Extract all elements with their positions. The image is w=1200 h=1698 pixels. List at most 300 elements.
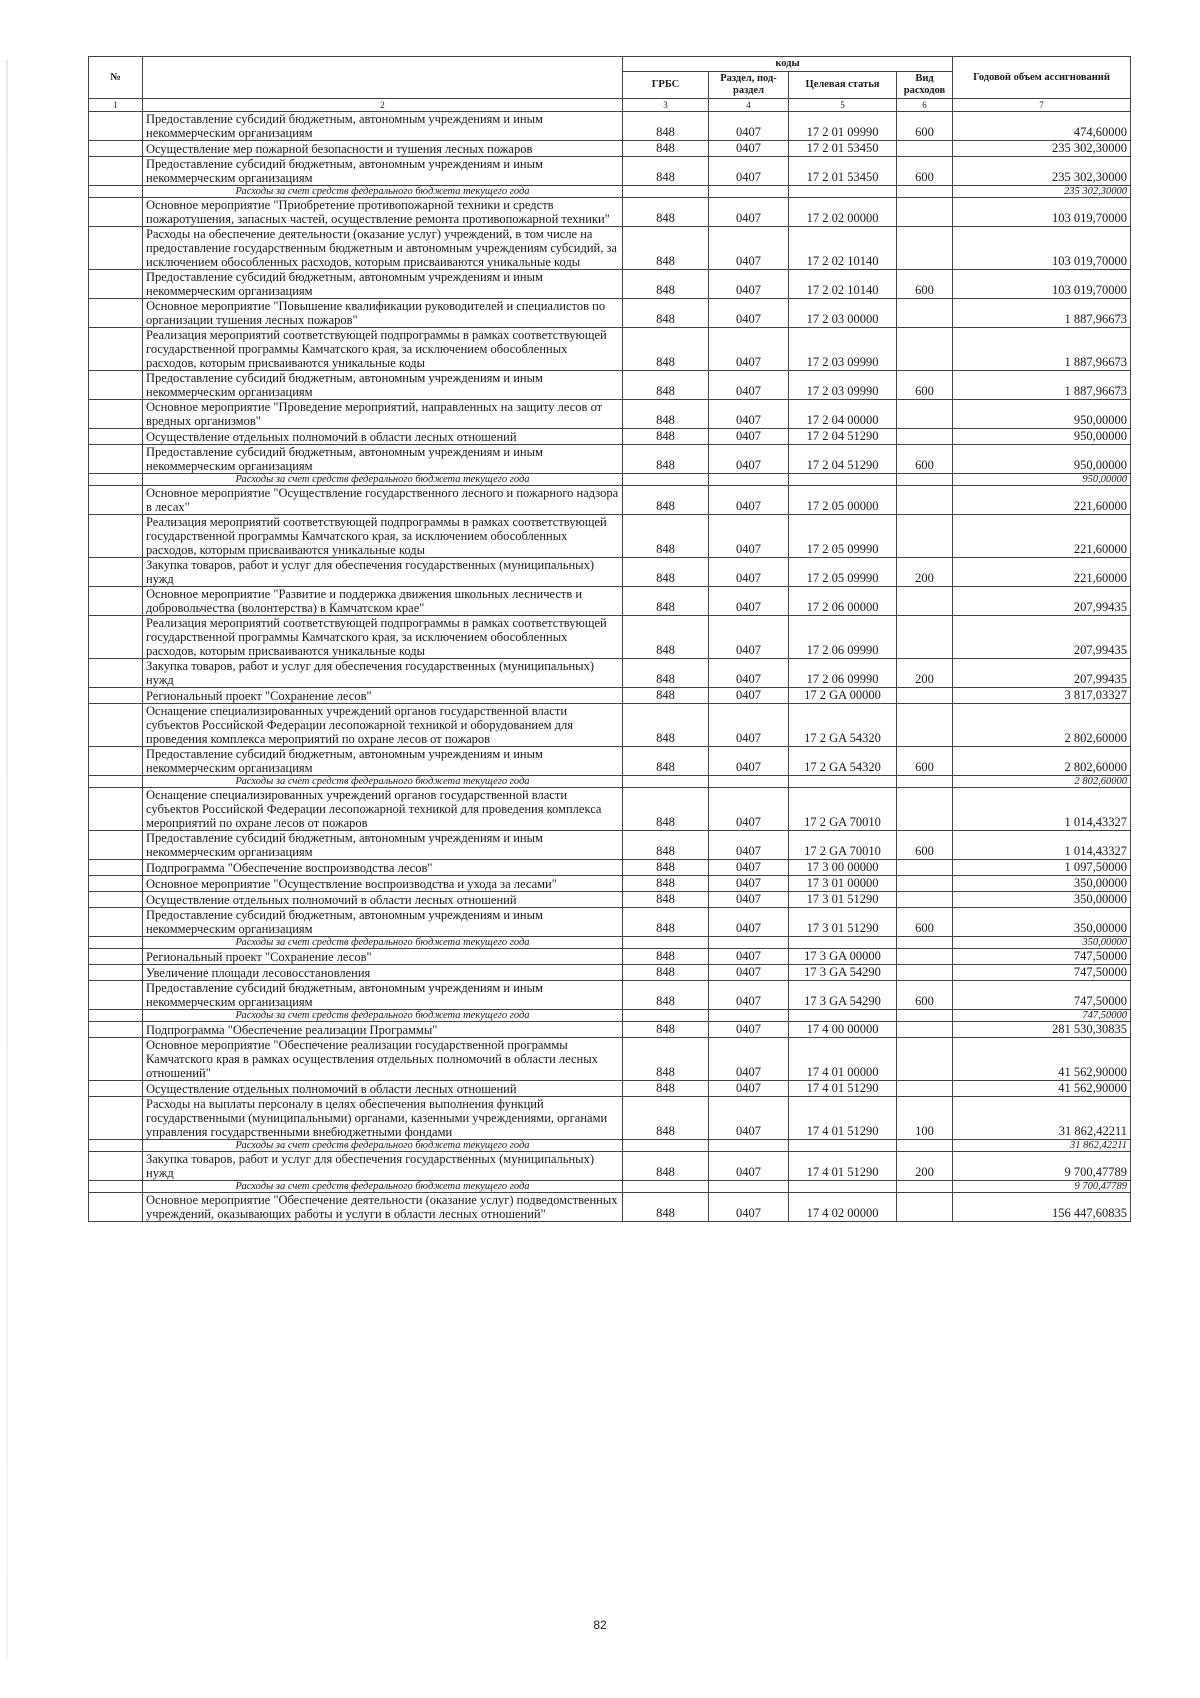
target-article-cell: 17 2 01 53450 — [789, 157, 897, 186]
grbs-cell: 848 — [623, 486, 709, 515]
target-article-cell: 17 2 03 09990 — [789, 371, 897, 400]
table-row — [89, 908, 1131, 937]
row-number-cell — [89, 328, 143, 371]
razdel-cell: 0407 — [709, 747, 789, 776]
table-row — [89, 141, 1131, 157]
amount-cell: 281 530,30835 — [953, 1022, 1131, 1038]
grbs-cell: 848 — [623, 908, 709, 937]
razdel-cell: 0407 — [709, 1152, 789, 1181]
razdel-cell: 0407 — [709, 892, 789, 908]
razdel-cell: 0407 — [709, 299, 789, 328]
header-name — [143, 57, 623, 99]
federal-funds-row — [89, 1010, 1131, 1022]
grbs-cell — [623, 776, 709, 788]
row-number-cell — [89, 965, 143, 981]
expense-name-cell: Расходы за счет средств федерального бюджета текущего года — [143, 776, 623, 788]
amount-cell: 747,50000 — [953, 949, 1131, 965]
target-article-cell: 17 3 01 51290 — [789, 908, 897, 937]
row-number-cell — [89, 892, 143, 908]
razdel-cell: 0407 — [709, 515, 789, 558]
amount-cell: 103 019,70000 — [953, 270, 1131, 299]
column-number-label: 1 — [89, 99, 143, 112]
expense-name-cell: Региональный проект "Сохранение лесов" — [143, 949, 623, 965]
razdel-cell: 0407 — [709, 157, 789, 186]
expense-type-cell: 200 — [897, 659, 953, 688]
grbs-cell: 848 — [623, 270, 709, 299]
expense-type-cell — [897, 141, 953, 157]
expense-type-cell: 600 — [897, 445, 953, 474]
target-article-cell: 17 2 GA 54320 — [789, 704, 897, 747]
column-number-label: 5 — [789, 99, 897, 112]
expense-type-cell — [897, 328, 953, 371]
row-number-cell — [89, 186, 143, 198]
table-row — [89, 1038, 1131, 1081]
expense-type-cell — [897, 704, 953, 747]
expense-name-cell: Расходы за счет средств федерального бюджета текущего года — [143, 1181, 623, 1193]
razdel-cell — [709, 776, 789, 788]
amount-cell: 950,00000 — [953, 445, 1131, 474]
razdel-cell: 0407 — [709, 876, 789, 892]
expense-name-cell: Основное мероприятие "Повышение квалификации руководителей и специалистов по организации тушения лесных пожаров" — [143, 299, 623, 328]
razdel-cell: 0407 — [709, 227, 789, 270]
expense-type-cell — [897, 587, 953, 616]
table-row — [89, 788, 1131, 831]
razdel-cell: 0407 — [709, 688, 789, 704]
razdel-cell — [709, 186, 789, 198]
expense-name-cell: Расходы за счет средств федерального бюджета текущего года — [143, 186, 623, 198]
grbs-cell: 848 — [623, 429, 709, 445]
table-row — [89, 515, 1131, 558]
target-article-cell — [789, 776, 897, 788]
scan-binding-edge — [6, 60, 8, 1660]
grbs-cell: 848 — [623, 876, 709, 892]
row-number-cell — [89, 1181, 143, 1193]
grbs-cell: 848 — [623, 860, 709, 876]
header-expense-type: Вид расходов — [897, 72, 953, 99]
expense-type-cell — [897, 1140, 953, 1152]
expense-type-cell — [897, 776, 953, 788]
expense-name-cell: Осуществление отдельных полномочий в области лесных отношений — [143, 892, 623, 908]
grbs-cell: 848 — [623, 704, 709, 747]
target-article-cell: 17 4 01 00000 — [789, 1038, 897, 1081]
amount-cell: 207,99435 — [953, 659, 1131, 688]
expense-name-cell: Оснащение специализированных учреждений органов государственной власти субъектов Российской Федерации лесопожарной техникой и оборудованием для проведения комплекса мероприятий по охране лесов от пожаров — [143, 704, 623, 747]
row-number-cell — [89, 1140, 143, 1152]
target-article-cell: 17 4 01 51290 — [789, 1081, 897, 1097]
column-number-label: 4 — [709, 99, 789, 112]
expense-name-cell: Закупка товаров, работ и услуг для обеспечения государственных (муниципальных) нужд — [143, 558, 623, 587]
grbs-cell: 848 — [623, 141, 709, 157]
row-number-cell — [89, 474, 143, 486]
row-number-cell — [89, 445, 143, 474]
federal-funds-row — [89, 1140, 1131, 1152]
amount-cell: 103 019,70000 — [953, 198, 1131, 227]
grbs-cell: 848 — [623, 965, 709, 981]
table-row — [89, 1081, 1131, 1097]
expense-type-cell: 600 — [897, 157, 953, 186]
grbs-cell: 848 — [623, 515, 709, 558]
column-number-label: 6 — [897, 99, 953, 112]
header-razdel: Раздел, под-раздел — [709, 72, 789, 99]
row-number-cell — [89, 747, 143, 776]
expense-type-cell — [897, 1022, 953, 1038]
amount-cell: 474,60000 — [953, 112, 1131, 141]
expense-name-cell: Основное мероприятие "Обеспечение деятельности (оказание услуг) подведомственных учреждений, оказывающих работы и услуги в области лесных отношений" — [143, 1193, 623, 1222]
grbs-cell: 848 — [623, 659, 709, 688]
expense-type-cell — [897, 186, 953, 198]
expense-name-cell: Осуществление отдельных полномочий в области лесных отношений — [143, 429, 623, 445]
row-number-cell — [89, 400, 143, 429]
target-article-cell: 17 2 04 00000 — [789, 400, 897, 429]
row-number-cell — [89, 776, 143, 788]
row-number-cell — [89, 981, 143, 1010]
grbs-cell: 848 — [623, 587, 709, 616]
amount-cell: 747,50000 — [953, 965, 1131, 981]
column-number-label: 3 — [623, 99, 709, 112]
target-article-cell — [789, 1181, 897, 1193]
expense-name-cell: Предоставление субсидий бюджетным, автономным учреждениям и иным некоммерческим организациям — [143, 157, 623, 186]
target-article-cell — [789, 1140, 897, 1152]
expense-type-cell: 600 — [897, 831, 953, 860]
expense-name-cell: Предоставление субсидий бюджетным, автономным учреждениям и иным некоммерческим организациям — [143, 831, 623, 860]
federal-funds-row — [89, 776, 1131, 788]
row-number-cell — [89, 227, 143, 270]
federal-funds-row — [89, 937, 1131, 949]
column-number-label: 7 — [953, 99, 1131, 112]
expense-name-cell: Основное мероприятие "Приобретение противопожарной техники и средств пожаротушения, запасных частей, осуществление ремонта противопожарной техники" — [143, 198, 623, 227]
amount-cell: 221,60000 — [953, 558, 1131, 587]
amount-cell: 1 887,96673 — [953, 328, 1131, 371]
expense-type-cell — [897, 892, 953, 908]
grbs-cell: 848 — [623, 445, 709, 474]
razdel-cell — [709, 937, 789, 949]
razdel-cell: 0407 — [709, 587, 789, 616]
target-article-cell: 17 2 02 10140 — [789, 227, 897, 270]
expense-type-cell: 200 — [897, 1152, 953, 1181]
expense-type-cell: 100 — [897, 1097, 953, 1140]
razdel-cell: 0407 — [709, 831, 789, 860]
grbs-cell: 848 — [623, 198, 709, 227]
grbs-cell: 848 — [623, 1097, 709, 1140]
target-article-cell: 17 3 01 51290 — [789, 892, 897, 908]
grbs-cell: 848 — [623, 371, 709, 400]
grbs-cell: 848 — [623, 747, 709, 776]
razdel-cell: 0407 — [709, 1038, 789, 1081]
target-article-cell: 17 2 GA 00000 — [789, 688, 897, 704]
expense-type-cell — [897, 486, 953, 515]
expense-name-cell: Предоставление субсидий бюджетным, автономным учреждениям и иным некоммерческим организациям — [143, 270, 623, 299]
table-row — [89, 876, 1131, 892]
amount-cell: 41 562,90000 — [953, 1038, 1131, 1081]
amount-cell: 103 019,70000 — [953, 227, 1131, 270]
header-number: № — [89, 57, 143, 99]
amount-cell: 41 562,90000 — [953, 1081, 1131, 1097]
expense-name-cell: Предоставление субсидий бюджетным, автономным учреждениям и иным некоммерческим организациям — [143, 371, 623, 400]
row-number-cell — [89, 908, 143, 937]
expense-name-cell: Расходы за счет средств федерального бюджета текущего года — [143, 1010, 623, 1022]
table-row — [89, 400, 1131, 429]
expense-name-cell: Реализация мероприятий соответствующей подпрограммы в рамках соответствующей государственной программы Камчатского края, за исключением обособленных расходов, которым присваиваются уникальные коды — [143, 515, 623, 558]
amount-cell: 950,00000 — [953, 474, 1131, 486]
row-number-cell — [89, 141, 143, 157]
header-target-article: Целевая статья — [789, 72, 897, 99]
grbs-cell: 848 — [623, 1193, 709, 1222]
target-article-cell: 17 2 03 00000 — [789, 299, 897, 328]
row-number-cell — [89, 270, 143, 299]
amount-cell: 1 097,50000 — [953, 860, 1131, 876]
table-row — [89, 704, 1131, 747]
table-row — [89, 299, 1131, 328]
expense-name-cell: Предоставление субсидий бюджетным, автономным учреждениям и иным некоммерческим организациям — [143, 112, 623, 141]
row-number-cell — [89, 876, 143, 892]
target-article-cell: 17 2 GA 70010 — [789, 788, 897, 831]
target-article-cell: 17 2 03 09990 — [789, 328, 897, 371]
expense-name-cell: Закупка товаров, работ и услуг для обеспечения государственных (муниципальных) нужд — [143, 1152, 623, 1181]
amount-cell: 1 887,96673 — [953, 371, 1131, 400]
expense-name-cell: Региональный проект "Сохранение лесов" — [143, 688, 623, 704]
razdel-cell — [709, 1010, 789, 1022]
target-article-cell: 17 2 GA 54320 — [789, 747, 897, 776]
amount-cell: 31 862,42211 — [953, 1097, 1131, 1140]
row-number-cell — [89, 1193, 143, 1222]
expense-type-cell — [897, 788, 953, 831]
expense-type-cell: 600 — [897, 371, 953, 400]
expense-name-cell: Предоставление субсидий бюджетным, автономным учреждениям и иным некоммерческим организациям — [143, 747, 623, 776]
target-article-cell: 17 2 06 00000 — [789, 587, 897, 616]
amount-cell: 31 862,42211 — [953, 1140, 1131, 1152]
federal-funds-row — [89, 474, 1131, 486]
table-row — [89, 112, 1131, 141]
table-row — [89, 371, 1131, 400]
razdel-cell: 0407 — [709, 981, 789, 1010]
razdel-cell: 0407 — [709, 445, 789, 474]
razdel-cell: 0407 — [709, 486, 789, 515]
table-row — [89, 270, 1131, 299]
razdel-cell: 0407 — [709, 949, 789, 965]
row-number-cell — [89, 949, 143, 965]
expense-type-cell — [897, 429, 953, 445]
row-number-cell — [89, 1097, 143, 1140]
target-article-cell — [789, 474, 897, 486]
header-grbs: ГРБС — [623, 72, 709, 99]
grbs-cell: 848 — [623, 949, 709, 965]
table-row — [89, 1097, 1131, 1140]
table-row — [89, 892, 1131, 908]
expense-name-cell: Осуществление отдельных полномочий в области лесных отношений — [143, 1081, 623, 1097]
table-row — [89, 328, 1131, 371]
table-row — [89, 860, 1131, 876]
row-number-cell — [89, 860, 143, 876]
table-row — [89, 429, 1131, 445]
row-number-cell — [89, 1038, 143, 1081]
grbs-cell — [623, 186, 709, 198]
row-number-cell — [89, 616, 143, 659]
row-number-cell — [89, 1010, 143, 1022]
target-article-cell: 17 2 02 10140 — [789, 270, 897, 299]
target-article-cell — [789, 937, 897, 949]
amount-cell: 235 302,30000 — [953, 186, 1131, 198]
row-number-cell — [89, 486, 143, 515]
target-article-cell — [789, 186, 897, 198]
expense-name-cell: Основное мероприятие "Осуществление воспроизводства и ухода за лесами" — [143, 876, 623, 892]
page-number: 82 — [593, 1618, 607, 1632]
expense-type-cell — [897, 474, 953, 486]
table-body — [89, 112, 1131, 1222]
table-row — [89, 587, 1131, 616]
table-header — [89, 57, 1131, 112]
row-number-cell — [89, 157, 143, 186]
table-row — [89, 486, 1131, 515]
grbs-cell: 848 — [623, 1081, 709, 1097]
table-row — [89, 659, 1131, 688]
razdel-cell: 0407 — [709, 659, 789, 688]
expense-name-cell: Оснащение специализированных учреждений органов государственной власти субъектов Российской Федерации лесопожарной техникой для проведения комплекса мероприятий по охране лесов от пожаров — [143, 788, 623, 831]
row-number-cell — [89, 198, 143, 227]
razdel-cell: 0407 — [709, 371, 789, 400]
amount-cell: 207,99435 — [953, 616, 1131, 659]
amount-cell: 221,60000 — [953, 515, 1131, 558]
federal-funds-row — [89, 1181, 1131, 1193]
grbs-cell: 848 — [623, 299, 709, 328]
target-article-cell: 17 3 01 00000 — [789, 876, 897, 892]
expense-name-cell: Подпрограмма "Обеспечение реализации Программы" — [143, 1022, 623, 1038]
razdel-cell: 0407 — [709, 1022, 789, 1038]
target-article-cell: 17 3 GA 54290 — [789, 981, 897, 1010]
grbs-cell: 848 — [623, 227, 709, 270]
expense-type-cell — [897, 860, 953, 876]
target-article-cell: 17 2 02 00000 — [789, 198, 897, 227]
amount-cell: 2 802,60000 — [953, 747, 1131, 776]
federal-funds-row — [89, 186, 1131, 198]
grbs-cell: 848 — [623, 688, 709, 704]
expense-name-cell: Расходы за счет средств федерального бюджета текущего года — [143, 937, 623, 949]
grbs-cell: 848 — [623, 616, 709, 659]
target-article-cell: 17 3 GA 00000 — [789, 949, 897, 965]
row-number-cell — [89, 371, 143, 400]
target-article-cell: 17 2 05 00000 — [789, 486, 897, 515]
amount-cell: 350,00000 — [953, 876, 1131, 892]
amount-cell: 235 302,30000 — [953, 157, 1131, 186]
expense-name-cell: Реализация мероприятий соответствующей подпрограммы в рамках соответствующей государственной программы Камчатского края, за исключением обособленных расходов, которым присваиваются уникальные коды — [143, 616, 623, 659]
razdel-cell — [709, 1140, 789, 1152]
table-row — [89, 747, 1131, 776]
expense-name-cell: Расходы за счет средств федерального бюджета текущего года — [143, 1140, 623, 1152]
expense-name-cell: Увеличение площади лесовосстановления — [143, 965, 623, 981]
target-article-cell: 17 4 00 00000 — [789, 1022, 897, 1038]
amount-cell: 1 887,96673 — [953, 299, 1131, 328]
row-number-cell — [89, 1081, 143, 1097]
expense-type-cell — [897, 616, 953, 659]
grbs-cell: 848 — [623, 112, 709, 141]
target-article-cell: 17 2 04 51290 — [789, 445, 897, 474]
target-article-cell: 17 2 05 09990 — [789, 558, 897, 587]
table-row — [89, 157, 1131, 186]
razdel-cell: 0407 — [709, 1193, 789, 1222]
expense-type-cell: 600 — [897, 981, 953, 1010]
target-article-cell: 17 4 02 00000 — [789, 1193, 897, 1222]
amount-cell: 207,99435 — [953, 587, 1131, 616]
grbs-cell: 848 — [623, 788, 709, 831]
row-number-cell — [89, 937, 143, 949]
razdel-cell: 0407 — [709, 112, 789, 141]
amount-cell: 156 447,60835 — [953, 1193, 1131, 1222]
expense-name-cell: Осуществление мер пожарной безопасности и тушения лесных пожаров — [143, 141, 623, 157]
amount-cell: 3 817,03327 — [953, 688, 1131, 704]
table-row — [89, 227, 1131, 270]
amount-cell: 2 802,60000 — [953, 776, 1131, 788]
table-row — [89, 1193, 1131, 1222]
expense-name-cell: Основное мероприятие "Проведение мероприятий, направленных на защиту лесов от вредных организмов" — [143, 400, 623, 429]
expense-type-cell — [897, 937, 953, 949]
expense-type-cell — [897, 515, 953, 558]
razdel-cell: 0407 — [709, 400, 789, 429]
row-number-cell — [89, 558, 143, 587]
target-article-cell: 17 2 01 09990 — [789, 112, 897, 141]
target-article-cell: 17 2 05 09990 — [789, 515, 897, 558]
expense-name-cell: Основное мероприятие "Развитие и поддержка движения школьных лесничеств и добровольчества (волонтерства) в Камчатском крае" — [143, 587, 623, 616]
grbs-cell: 848 — [623, 400, 709, 429]
target-article-cell: 17 4 01 51290 — [789, 1152, 897, 1181]
razdel-cell: 0407 — [709, 429, 789, 445]
grbs-cell — [623, 1140, 709, 1152]
amount-cell: 950,00000 — [953, 400, 1131, 429]
expense-name-cell: Расходы за счет средств федерального бюджета текущего года — [143, 474, 623, 486]
expense-name-cell: Предоставление субсидий бюджетным, автономным учреждениям и иным некоммерческим организациям — [143, 445, 623, 474]
expense-type-cell — [897, 400, 953, 429]
row-number-cell — [89, 688, 143, 704]
target-article-cell: 17 2 06 09990 — [789, 659, 897, 688]
grbs-cell — [623, 937, 709, 949]
row-number-cell — [89, 831, 143, 860]
grbs-cell: 848 — [623, 981, 709, 1010]
row-number-cell — [89, 704, 143, 747]
grbs-cell: 848 — [623, 1152, 709, 1181]
razdel-cell: 0407 — [709, 141, 789, 157]
amount-cell: 950,00000 — [953, 429, 1131, 445]
expense-type-cell — [897, 688, 953, 704]
target-article-cell: 17 2 04 51290 — [789, 429, 897, 445]
table-row — [89, 965, 1131, 981]
expense-type-cell — [897, 965, 953, 981]
grbs-cell: 848 — [623, 1022, 709, 1038]
amount-cell: 350,00000 — [953, 908, 1131, 937]
expense-type-cell — [897, 1038, 953, 1081]
table-row — [89, 616, 1131, 659]
row-number-cell — [89, 788, 143, 831]
razdel-cell — [709, 474, 789, 486]
expense-type-cell: 600 — [897, 908, 953, 937]
expense-name-cell: Основное мероприятие "Обеспечение реализации государственной программы Камчатского края в рамках осуществления отдельных полномочий в области лесных отношений" — [143, 1038, 623, 1081]
expense-name-cell: Расходы на обеспечение деятельности (оказание услуг) учреждений, в том числе на предоставление государственным бюджетным и автономным учреждениям субсидий, за исключением обособленных расходов, которым присваиваются уникальные коды — [143, 227, 623, 270]
table-row — [89, 831, 1131, 860]
header-amount: Годовой объем ассигнований — [953, 57, 1131, 99]
expense-type-cell — [897, 227, 953, 270]
row-number-cell — [89, 429, 143, 445]
budget-allocation-table — [88, 56, 1131, 1222]
amount-cell: 2 802,60000 — [953, 704, 1131, 747]
target-article-cell: 17 2 06 09990 — [789, 616, 897, 659]
razdel-cell: 0407 — [709, 558, 789, 587]
razdel-cell: 0407 — [709, 198, 789, 227]
target-article-cell: 17 3 00 00000 — [789, 860, 897, 876]
amount-cell: 350,00000 — [953, 892, 1131, 908]
razdel-cell: 0407 — [709, 270, 789, 299]
amount-cell: 350,00000 — [953, 937, 1131, 949]
amount-cell: 235 302,30000 — [953, 141, 1131, 157]
razdel-cell: 0407 — [709, 1081, 789, 1097]
grbs-cell: 848 — [623, 831, 709, 860]
expense-name-cell: Подпрограмма "Обеспечение воспроизводства лесов" — [143, 860, 623, 876]
